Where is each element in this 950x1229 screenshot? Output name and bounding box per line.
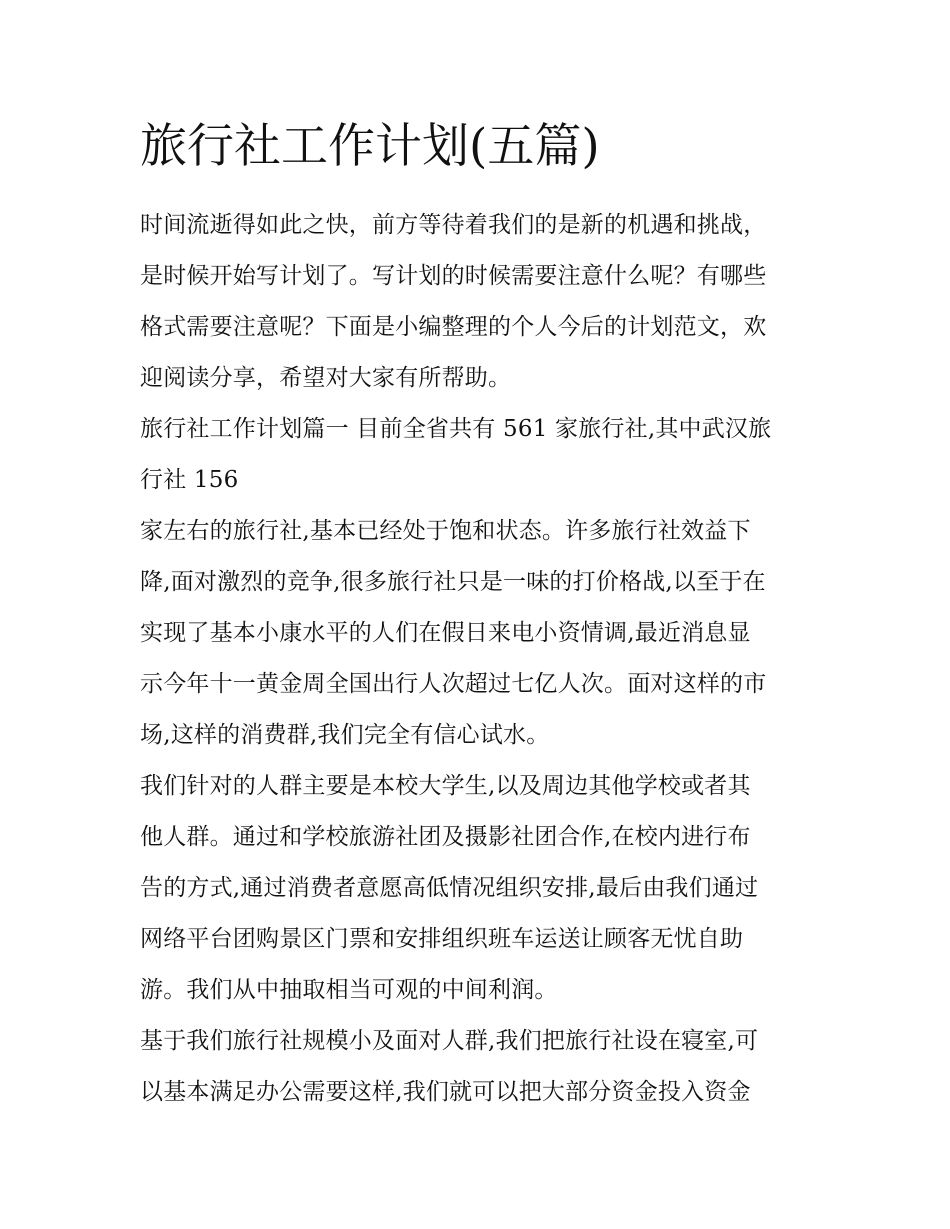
text-line: 是时候开始写计划了。写计划的时候需要注意什么呢？有哪些	[140, 263, 767, 289]
text-line: 降,面对激烈的竞争,很多旅行社只是一味的打价格战,以至于在	[140, 569, 766, 595]
text-line: 我们针对的人群主要是本校大学生,以及周边其他学校或者其	[140, 773, 751, 799]
text-line: 示今年十一黄金周全国出行人次超过七亿人次。面对这样的市	[140, 671, 767, 697]
paragraph-office-location	[140, 1016, 815, 1118]
document-title: 旅行社工作计划(五篇)	[140, 119, 600, 174]
text-line: 网络平台团购景区门票和安排组织班车运送让顾客无忧自助	[140, 926, 744, 952]
text-line: 迎阅读分享，希望对大家有所帮助。	[140, 365, 512, 391]
text-line: 时间流逝得如此之快，前方等待着我们的是新的机遇和挑战，	[140, 212, 767, 238]
text-line: 行社 156	[140, 467, 239, 493]
text-line: 旅行社工作计划篇一 目前全省共有 561 家旅行社,其中武汉旅	[140, 416, 772, 442]
text-line: 场,这样的消费群,我们完全有信心试水。	[140, 722, 550, 748]
text-line: 实现了基本小康水平的人们在假日来电小资情调,最近消息显	[140, 620, 751, 646]
document-body	[140, 112, 815, 1118]
text-line: 游。我们从中抽取相当可观的中间利润。	[140, 977, 558, 1003]
paragraph-target-customers	[140, 761, 815, 1016]
paragraph-intro	[140, 200, 815, 404]
paragraph-market	[140, 506, 815, 761]
paragraph-section-one-heading	[140, 404, 815, 506]
text-line: 他人群。通过和学校旅游社团及摄影社团合作,在校内进行布	[140, 824, 751, 850]
text-line: 基于我们旅行社规模小及面对人群,我们把旅行社设在寝室,可	[140, 1028, 759, 1054]
text-line: 告的方式,通过消费者意愿高低情况组织安排,最后由我们通过	[140, 875, 759, 901]
text-line: 格式需要注意呢？下面是小编整理的个人今后的计划范文，欢	[140, 314, 767, 340]
text-line: 以基本满足办公需要这样,我们就可以把大部分资金投入资金	[140, 1079, 751, 1105]
text-line: 家左右的旅行社,基本已经处于饱和状态。许多旅行社效益下	[140, 518, 751, 544]
